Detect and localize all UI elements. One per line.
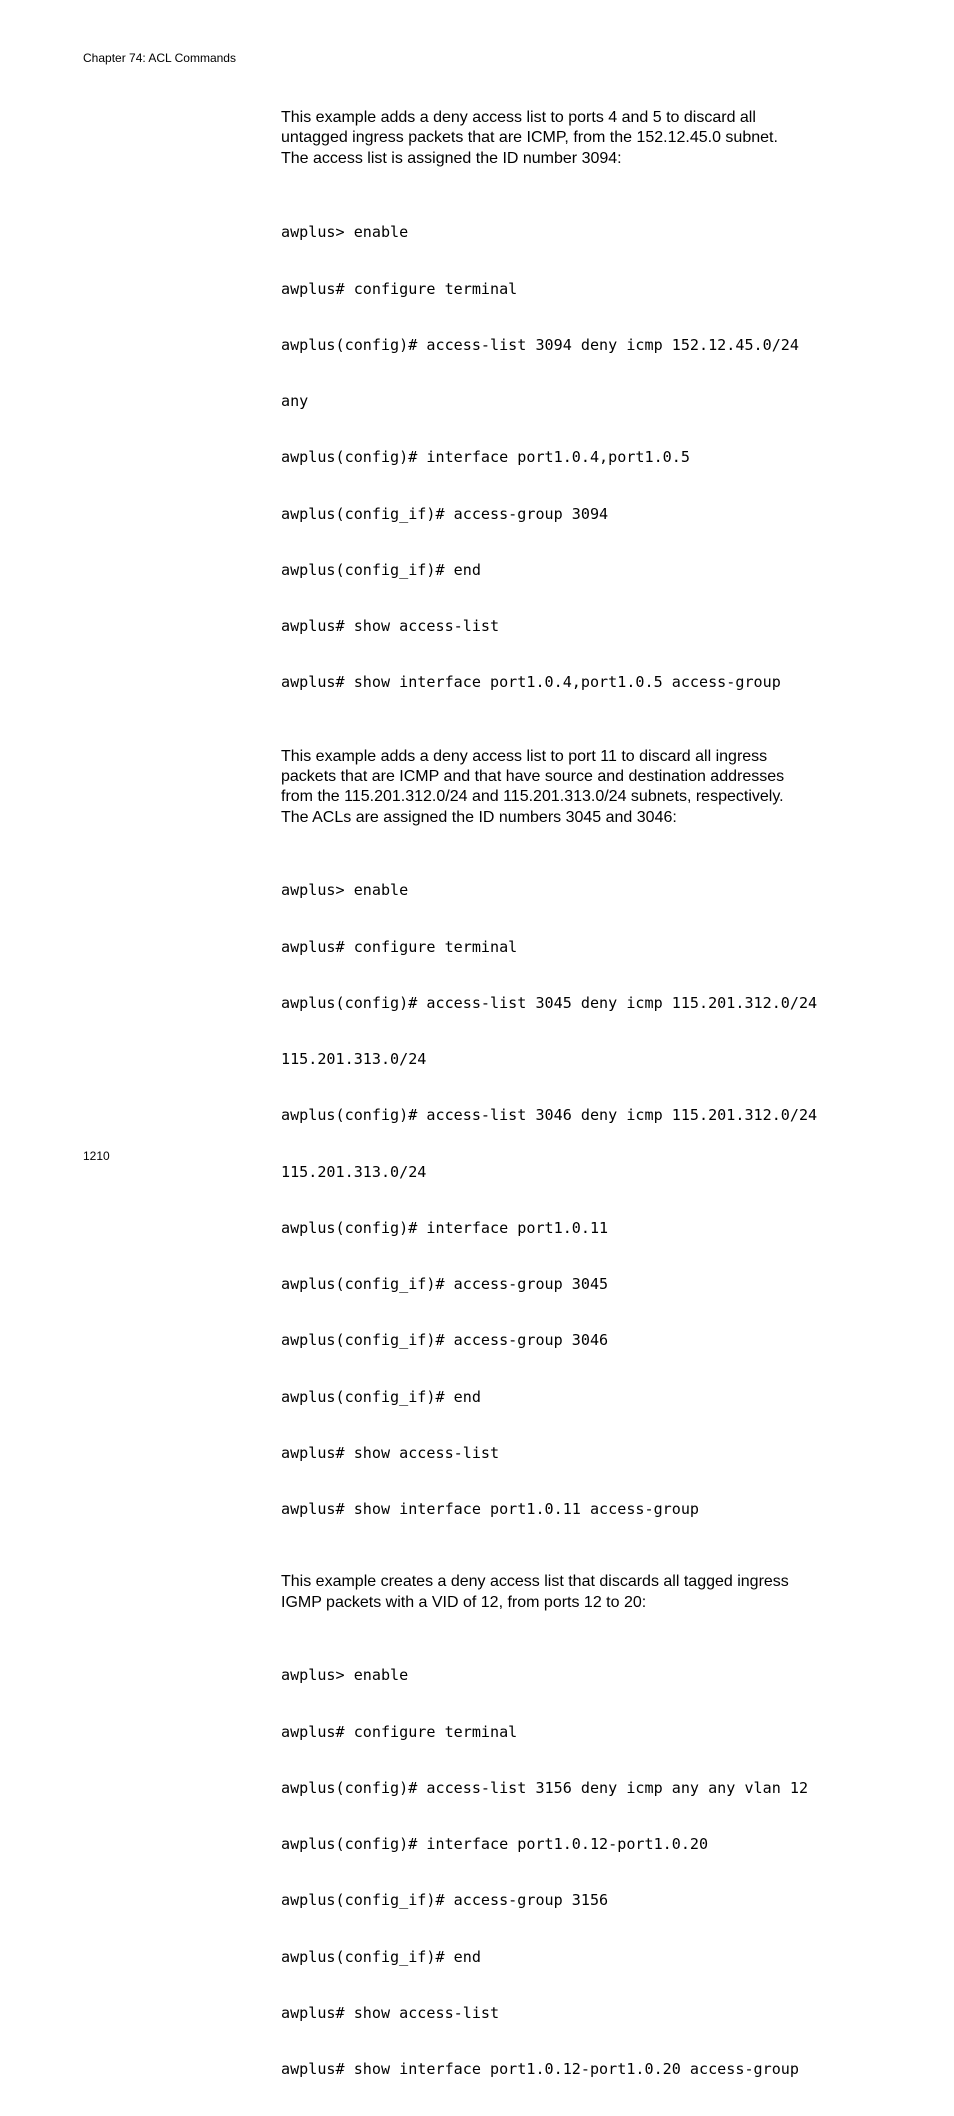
code-line: awplus(config)# access-list 3045 deny icmp 115.201.312.0/24 <box>281 993 818 1012</box>
code-line: awplus> enable <box>281 1666 409 1685</box>
text-line: The access list is assigned the ID number 3094: <box>281 149 622 167</box>
code-line: awplus(config_if)# end <box>281 1947 481 1966</box>
page-number: 1210 <box>83 1149 110 1163</box>
code-line: awplus> enable <box>281 223 409 242</box>
running-header: Chapter 74: ACL Commands <box>83 51 236 65</box>
text-line: untagged ingress packets that are ICMP, from the 152.12.45.0 subnet. <box>281 129 778 147</box>
code-line: awplus# show access-list <box>281 617 500 636</box>
text-line: The ACLs are assigned the ID numbers 3045 and 3046: <box>281 808 677 826</box>
code-line: awplus(config_if)# end <box>281 1387 481 1406</box>
code-line: awplus(config)# access-list 3156 deny icmp any any vlan 12 <box>281 1778 809 1797</box>
code-line: any <box>281 392 309 411</box>
code-line: awplus# show access-list <box>281 2003 500 2022</box>
example-2-code-block <box>281 844 901 1557</box>
text-line: from the 115.201.312.0/24 and 115.201.313.0/24 subnets, respectively. <box>281 788 784 806</box>
code-line: awplus# show interface port1.0.12-port1.0.20 access-group <box>281 2060 799 2079</box>
code-line: 115.201.313.0/24 <box>281 1050 427 1069</box>
code-line: 115.201.313.0/24 <box>281 1162 427 1181</box>
text-line: This example adds a deny access list to ports 4 and 5 to discard all <box>281 109 756 126</box>
code-line: awplus(config)# interface port1.0.12-port1.0.20 <box>281 1835 709 1854</box>
code-line: awplus(config_if)# access-group 3045 <box>281 1275 609 1294</box>
code-line: awplus(config)# interface port1.0.4,port1.0.5 <box>281 448 690 467</box>
code-line: awplus# show access-list <box>281 1443 500 1462</box>
example-1-description <box>281 108 901 169</box>
example-3-description <box>281 1572 901 1613</box>
text-line: IGMP packets with a VID of 12, from ports 12 to 20: <box>281 1593 647 1611</box>
code-line: awplus# show interface port1.0.4,port1.0.5 access-group <box>281 673 781 692</box>
text-line: This example creates a deny access list that discards all tagged ingress <box>281 1573 789 1591</box>
code-line: awplus(config_if)# end <box>281 560 481 579</box>
code-line: awplus(config_if)# access-group 3156 <box>281 1891 609 1910</box>
code-line: awplus# configure terminal <box>281 1722 518 1741</box>
page-content <box>281 108 901 2116</box>
text-line: This example adds a deny access list to port 11 to discard all ingress <box>281 747 768 765</box>
code-line: awplus(config)# access-list 3094 deny icmp 152.12.45.0/24 <box>281 335 799 354</box>
example-3-code-block <box>281 1629 901 2116</box>
text-line: packets that are ICMP and that have source and destination addresses <box>281 767 785 785</box>
code-line: awplus# show interface port1.0.11 access-group <box>281 1500 700 1519</box>
code-line: awplus(config)# access-list 3046 deny icmp 115.201.312.0/24 <box>281 1106 818 1125</box>
example-1-code-block <box>281 186 901 730</box>
code-line: awplus> enable <box>281 881 409 900</box>
example-2-description <box>281 747 901 828</box>
code-line: awplus(config)# interface port1.0.11 <box>281 1218 609 1237</box>
code-line: awplus# configure terminal <box>281 279 518 298</box>
code-line: awplus(config_if)# access-group 3046 <box>281 1331 609 1350</box>
code-line: awplus# configure terminal <box>281 937 518 956</box>
code-line: awplus(config_if)# access-group 3094 <box>281 504 609 523</box>
